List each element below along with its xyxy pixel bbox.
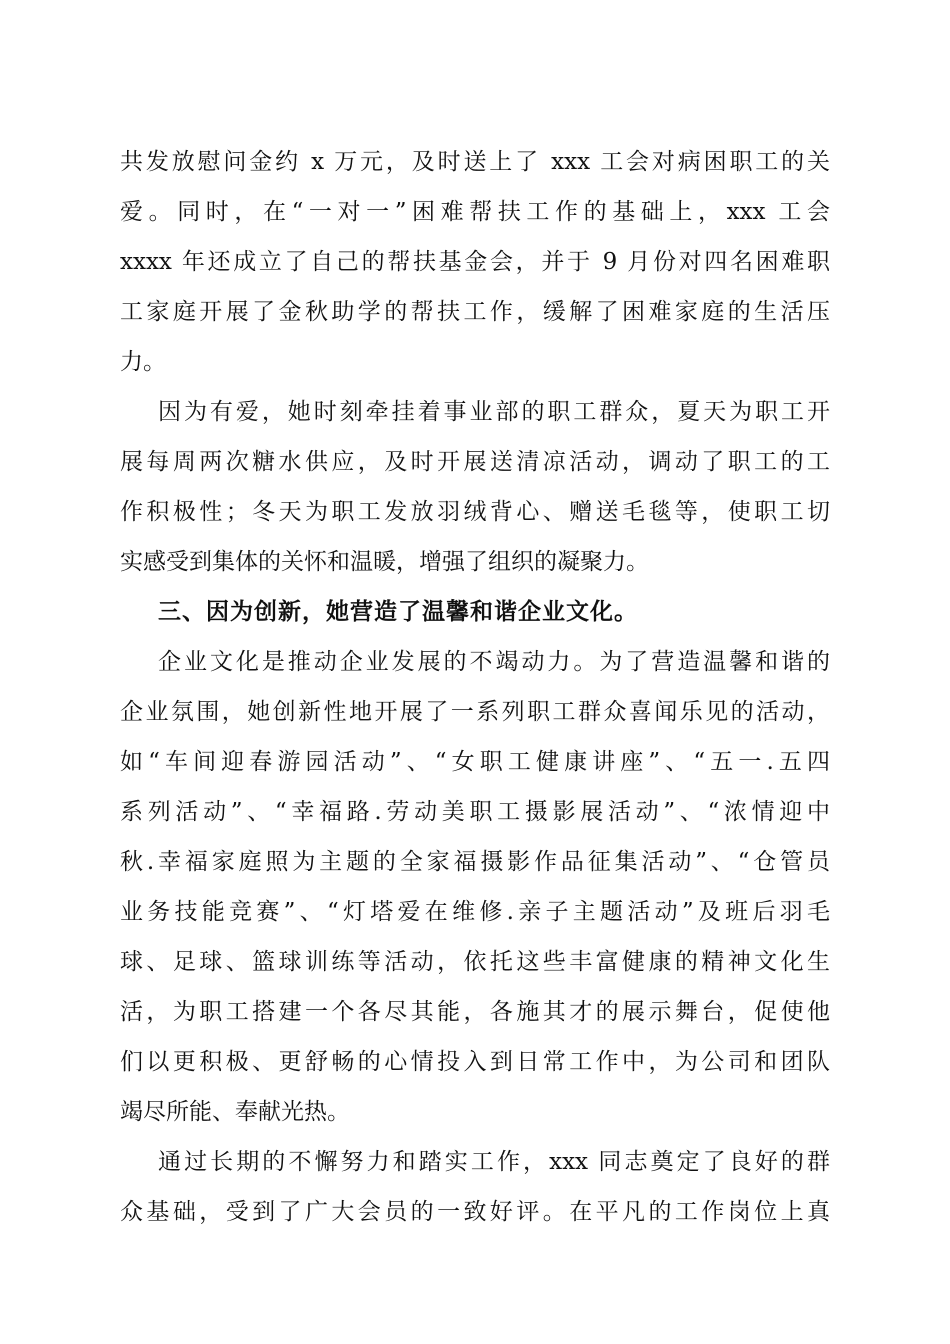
- paragraph-line: 工家庭开展了金秋助学的帮扶工作，缓解了困难家庭的生活压: [120, 299, 830, 325]
- paragraph-line: 们以更积极、更舒畅的心情投入到日常工作中，为公司和团队: [120, 1049, 830, 1075]
- paragraph-line: 通过长期的不懈努力和踏实工作，xxx 同志奠定了良好的群: [158, 1149, 830, 1175]
- paragraph-line: 因为有爱，她时刻牵挂着事业部的职工群众，夏天为职工开: [158, 399, 830, 425]
- paragraph-line: 众基础，受到了广大会员的一致好评。在平凡的工作岗位上真: [120, 1199, 830, 1225]
- paragraph-line: 企业文化是推动企业发展的不竭动力。为了营造温馨和谐的: [158, 649, 830, 675]
- paragraph-line: 竭尽所能、奉献光热。: [120, 1099, 350, 1125]
- paragraph-3: [120, 637, 830, 1137]
- paragraph-line: 作积极性；冬天为职工发放羽绒背心、赠送毛毯等，使职工切: [120, 499, 830, 525]
- paragraph-line: 展每周两次糖水供应，及时开展送清凉活动，调动了职工的工: [120, 449, 830, 475]
- paragraph-line: xxxx 年还成立了自己的帮扶基金会，并于 9 月份对四名困难职: [120, 249, 830, 275]
- paragraph-line: 如“车间迎春游园活动”、“女职工健康讲座”、“五一.五四: [120, 749, 830, 775]
- paragraph-line: 活，为职工搭建一个各尽其能，各施其才的展示舞台，促使他: [120, 999, 830, 1025]
- document-body: [120, 137, 830, 1237]
- paragraph-line: 系列活动”、“幸福路.劳动美职工摄影展活动”、“浓情迎中: [120, 799, 830, 825]
- paragraph-1: [120, 137, 830, 387]
- paragraph-line: 爱。同时，在“一对一”困难帮扶工作的基础上，xxx 工会: [120, 199, 830, 225]
- paragraph-2: [120, 387, 830, 587]
- paragraph-line: 企业氛围，她创新性地开展了一系列职工群众喜闻乐见的活动，: [120, 699, 830, 725]
- paragraph-line: 共发放慰问金约 x 万元，及时送上了 xxx 工会对病困职工的关: [120, 149, 830, 175]
- paragraph-line: 球、足球、篮球训练等活动，依托这些丰富健康的精神文化生: [120, 949, 830, 975]
- section-heading: 三、因为创新，她营造了温馨和谐企业文化。: [158, 599, 638, 625]
- paragraph-line: 实感受到集体的关怀和温暖，增强了组织的凝聚力。: [120, 549, 649, 575]
- paragraph-line: 力。: [120, 349, 166, 375]
- paragraph-4: [120, 1137, 830, 1237]
- paragraph-line: 秋.幸福家庭照为主题的全家福摄影作品征集活动”、“仓管员: [120, 849, 830, 875]
- paragraph-line: 业务技能竞赛”、“灯塔爱在维修.亲子主题活动”及班后羽毛: [120, 899, 830, 925]
